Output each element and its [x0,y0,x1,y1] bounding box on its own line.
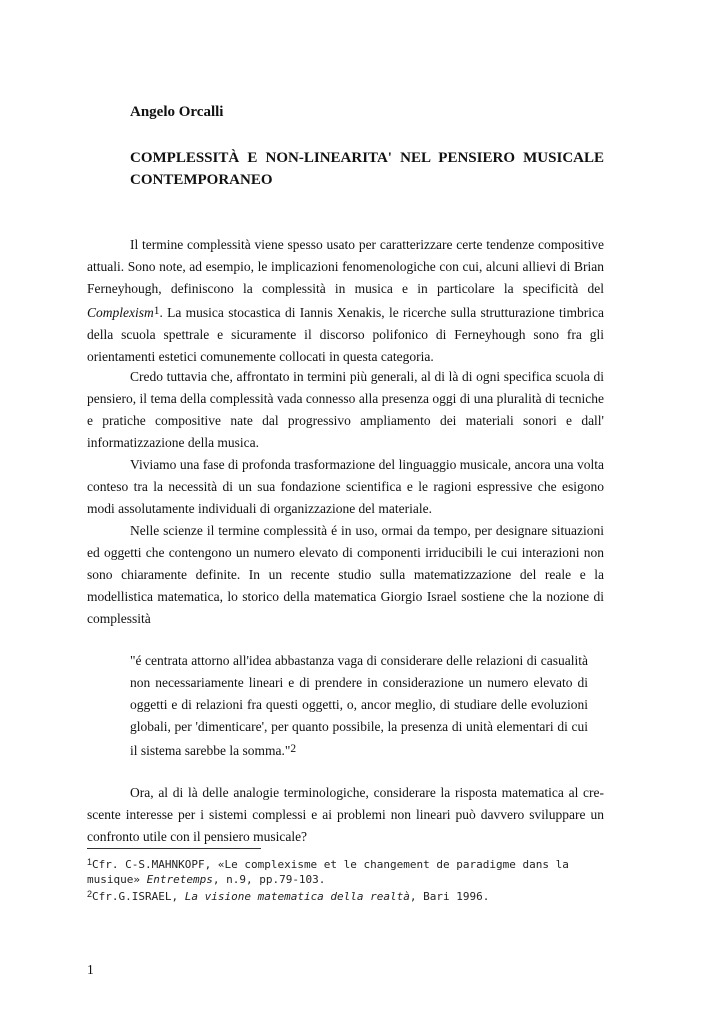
footnote-2-text-b: , Bari 1996. [409,890,490,903]
author-name: Angelo Orcalli [130,104,224,120]
block-quote-text: "é centrata attorno all'idea abbastanza vaga di considerare delle relazioni di casualità non necessariamente lineari e di prendere in considerazione un numero elevato di oggetti e di relazioni fra questi oggetti, o, ancor meglio, di studiare delle evoluzioni globali, per 'dimenticare', per quanto possibile, la presenza di unità elementari di cui il sistema sarebbe la somma." [130,653,588,758]
paragraph-1-italic: Complexism [87,305,154,320]
footnote-2-italic: La visione matematica della realtà [184,890,410,903]
footnote-1-italic: Entretemps [146,873,213,886]
paragraph-3-text: Viviamo una fase di profonda trasformazione del linguaggio musicale, ancora una volta conteso tra la necessità di un sua fondazione scientifica e le ragioni espressive che esigono modi assolutamente individuali di organizzazione del materiale. [87,457,604,516]
footnote-1 [87,855,617,887]
paragraph-5 [87,782,604,848]
footnote-1-text-b: , n.9, pp.79-103. [212,873,326,886]
footnote-ref-2: 2 [290,743,297,755]
paragraph-1-text-a: Il termine complessità viene spesso usato per caratterizzare certe tendenze compositive attuali. Sono note, ad esempio, le implicazioni fenomenologiche con cui, alcuni allievi di Brian Ferneyhough, definiscono la complessità in musica e in particolare la specificità del [87,237,604,296]
page-number: 1 [87,962,94,977]
block-quote [130,650,588,762]
paragraph-4 [87,520,604,630]
paragraph-2-text: Credo tuttavia che, affrontato in termini più generali, al di là di ogni specifica scuola di pensiero, il tema della complessità vada connesso alla presenza oggi di una pluralità di tecniche e pratiche compositive nate dal progressivo ampliamento dei materiali sonori e dall' informatizzazione della musica. [87,369,604,450]
paragraph-3 [87,454,604,520]
article-title: COMPLESSITÀ E NON-LINEARITA' NEL PENSIERO MUSICALE CONTEMPORANEO [130,150,604,188]
footnote-2 [87,887,617,904]
paragraph-4-text: Nelle scienze il termine complessità é in uso, ormai da tempo, per designare situazioni ed oggetti che contengono un numero elevato di componenti irriducibili le cui interazioni non sono chiaramente definite. In un recente studio sulla matematizzazione del reale e la modellistica matematica, lo storico della matematica Giorgio Israel sostiene che la nozione di complessità [87,523,604,626]
footnote-1-mark: 1 [87,857,93,867]
footnote-2-mark: 2 [87,889,93,899]
paragraph-5-text: Ora, al di là delle analogie terminologiche, considerare la risposta matematica al cre-scente interesse per i sistemi complessi e ai problemi non lineari può davvero sviluppare un confronto utile con il pensiero musicale? [87,785,604,844]
paragraph-2 [87,366,604,454]
paragraph-1-text-b: . La musica stocastica di Iannis Xenakis, le ricerche sulla strutturazione timbrica della scuola spettrale e sicuramente il discorso polifonico di Ferneyhough sono fra gli orientamenti estetici comunemente collocati in questa categoria. [87,305,604,364]
footnote-2-text-a: Cfr.G.ISRAEL, [92,890,185,903]
footnote-separator [87,848,261,849]
paragraph-1 [87,234,604,368]
footnote-1-text-a: Cfr. C-S.MAHNKOPF, «Le complexisme et le changement de paradigme dans la musique» [87,858,569,886]
footnote-ref-1: 1 [153,305,160,317]
footnotes [87,855,617,904]
